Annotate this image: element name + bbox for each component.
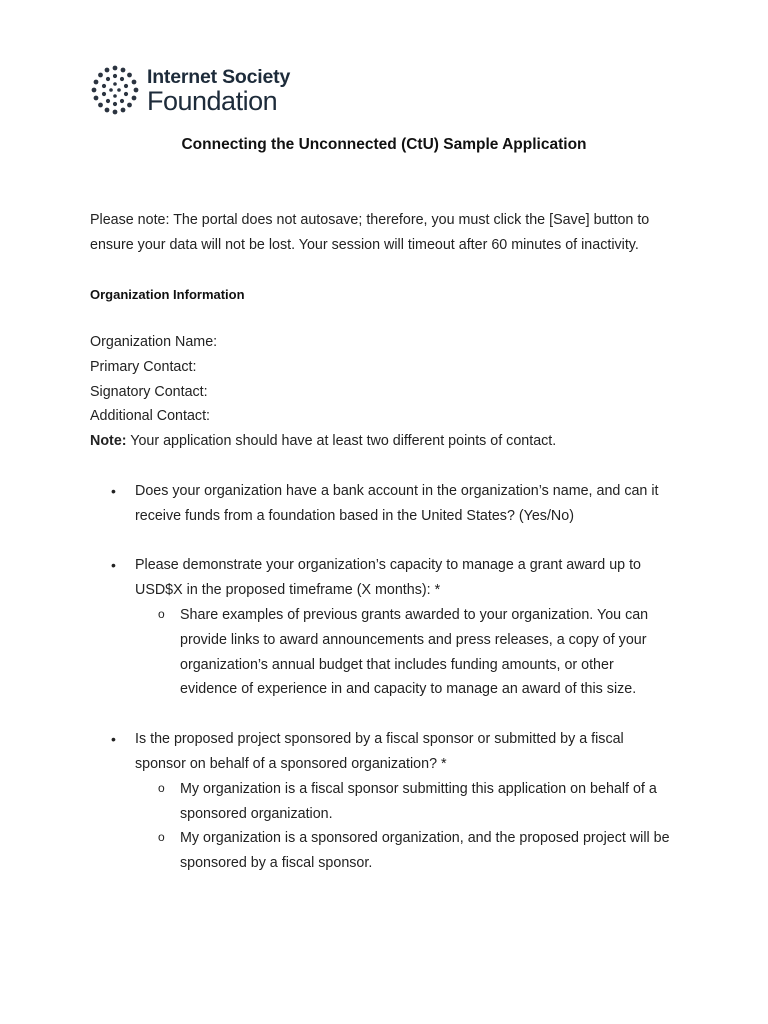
bullet-line: • Is the proposed project sponsored by a fiscal sponsor or submitted by a fiscal — [135, 731, 624, 747]
note-line: Please note: The portal does not autosave; therefore, you must click the [Save] button to — [90, 212, 650, 228]
section-heading-organization-information: Organization Information — [90, 287, 245, 302]
sub-bullet-line: provide links to award announcements and press releases, a copy of your — [180, 631, 647, 648]
field-organization-name: Organization Name: — [90, 334, 218, 350]
internet-society-foundation-logo — [90, 64, 310, 116]
note-line: ensure your data will not be lost. Your session will timeout after 60 minutes of inactivity. — [90, 236, 639, 253]
sub-bullet-line: o My organization is a fiscal sponsor submitting this application on behalf of a — [180, 781, 657, 797]
sub-bullet-line: sponsored by a fiscal sponsor. — [180, 854, 373, 871]
bullet-line: receive funds from a foundation based in the United States? (Yes/No) — [135, 507, 574, 524]
contact-note-label: Note: — [90, 433, 127, 450]
sub-bullet-fiscal-sponsor-option — [180, 777, 680, 827]
sub-bullet-line: o My organization is a sponsored organization, and the proposed project will be — [180, 830, 670, 846]
dot-circle-logo-icon — [90, 64, 140, 116]
autosave-note-paragraph — [90, 208, 690, 258]
field-signatory-contact: Signatory Contact: — [90, 383, 208, 400]
bullet-fiscal-sponsor — [135, 727, 680, 777]
contact-note-text: Your application should have at least two different points of contact. — [126, 433, 557, 450]
contact-note — [90, 429, 690, 454]
contact-fields — [90, 330, 690, 454]
bullet-bank-account — [135, 479, 680, 529]
bullet-grant-capacity — [135, 553, 680, 603]
bullet-line: sponsor on behalf of a sponsored organization? * — [135, 755, 447, 772]
sub-bullet-sponsored-organization-option — [180, 826, 680, 876]
logo-text-line2: Foundation — [147, 86, 278, 116]
field-primary-contact: Primary Contact: — [90, 358, 197, 375]
sub-bullet-line: evidence of experience in and capacity to manage an award of this size. — [180, 681, 637, 698]
sub-bullet-line: sponsored organization. — [180, 805, 333, 822]
sub-bullet-line: organization’s annual budget that includes funding amounts, or other — [180, 656, 614, 673]
bullet-line: • Does your organization have a bank account in the organization’s name, and can it — [135, 483, 659, 499]
sub-bullet-previous-grants — [180, 603, 680, 702]
sub-bullet-line: o Share examples of previous grants awarded to your organization. You can — [180, 607, 649, 623]
document-title: Connecting the Unconnected (CtU) Sample Application — [181, 136, 587, 153]
bullet-line: • Please demonstrate your organization’s capacity to manage a grant award up to — [135, 557, 641, 573]
bullet-line: USD$X in the proposed timeframe (X months): * — [135, 581, 441, 598]
field-additional-contact: Additional Contact: — [90, 408, 211, 425]
logo-text-line1: Internet Society — [147, 66, 291, 88]
